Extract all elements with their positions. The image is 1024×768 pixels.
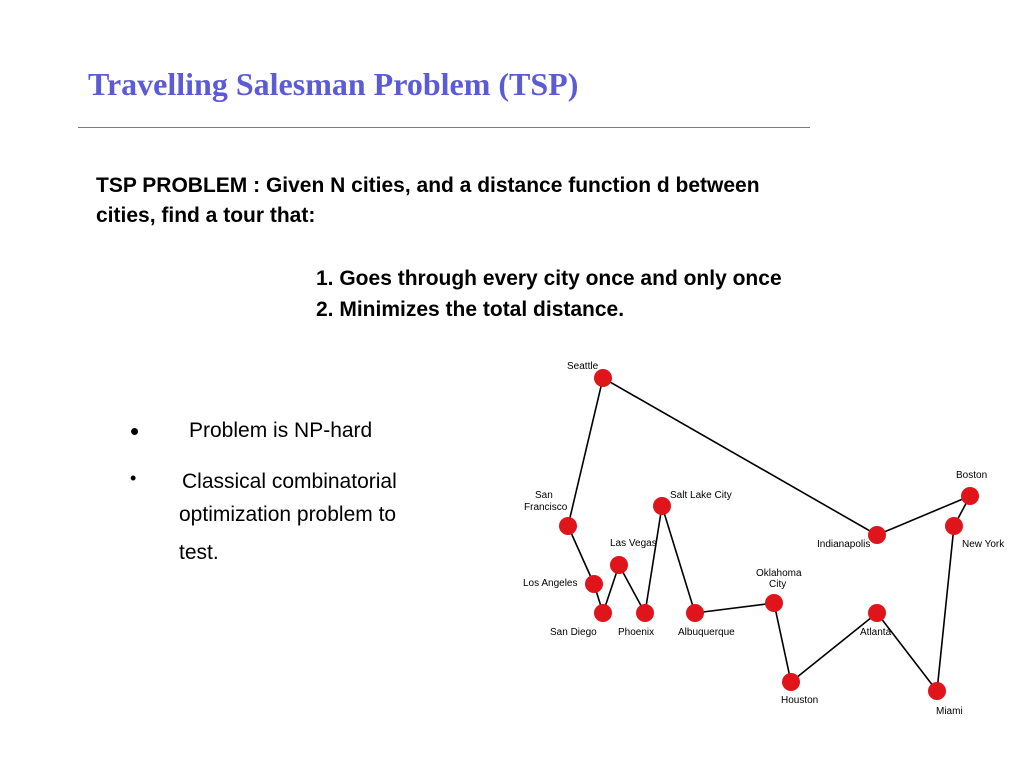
city-node-indianapolis bbox=[868, 526, 886, 544]
edge-sanfrancisco-losangeles bbox=[568, 526, 594, 584]
city-label-phoenix: Phoenix bbox=[618, 627, 655, 638]
city-label-salt-lake-city: Salt Lake City bbox=[670, 490, 732, 501]
edge-phoenix-saltlake bbox=[645, 506, 662, 613]
edge-miami-newyork bbox=[937, 526, 954, 691]
problem-line-1: TSP PROBLEM : Given N cities, and a distance function d between bbox=[96, 174, 760, 197]
bullet-dot: • bbox=[130, 468, 137, 488]
bullet-combinatorial-line-1: Classical combinatorial bbox=[182, 470, 397, 493]
city-label-atlanta: Atlanta bbox=[860, 627, 892, 638]
slide-title: Travelling Salesman Problem (TSP) bbox=[88, 66, 579, 102]
city-node-boston bbox=[961, 487, 979, 505]
city-node-houston bbox=[782, 673, 800, 691]
edge-atlanta-miami bbox=[877, 613, 937, 691]
problem-line-2: cities, find a tour that: bbox=[96, 204, 316, 227]
criterion-1: 1. Goes through every city once and only once bbox=[316, 267, 782, 290]
bullet-dot: • bbox=[130, 416, 140, 446]
edge-oklahoma-houston bbox=[774, 603, 791, 682]
city-label-san-francisco: Francisco bbox=[524, 502, 568, 513]
city-label-albuquerque: Albuquerque bbox=[678, 627, 735, 638]
bullet-np-hard: Problem is NP-hard bbox=[189, 419, 373, 442]
city-node-albuquerque bbox=[686, 604, 704, 622]
city-label-boston: Boston bbox=[956, 470, 988, 481]
city-label-san-diego: San Diego bbox=[550, 627, 597, 638]
city-node-phoenix bbox=[636, 604, 654, 622]
edge-seattle-sanfrancisco bbox=[568, 378, 603, 526]
edge-saltlake-albuquerque bbox=[662, 506, 695, 613]
city-node-los-angeles bbox=[585, 575, 603, 593]
city-labels bbox=[523, 361, 1005, 717]
city-label-san-francisco: San bbox=[535, 490, 553, 501]
city-node-atlanta bbox=[868, 604, 886, 622]
edge-indianapolis-seattle bbox=[603, 378, 877, 535]
city-nodes bbox=[559, 369, 979, 700]
city-label-seattle: Seattle bbox=[567, 361, 599, 372]
city-node-san-diego bbox=[594, 604, 612, 622]
city-node-miami bbox=[928, 682, 946, 700]
bullet-combinatorial-line-3: test. bbox=[179, 541, 219, 564]
city-label-new-york: New York bbox=[962, 539, 1005, 550]
city-label-oklahoma-city: Oklahoma bbox=[756, 568, 802, 579]
edge-albuquerque-oklahoma bbox=[695, 603, 774, 613]
city-label-los-angeles: Los Angeles bbox=[523, 578, 578, 589]
city-label-las-vegas: Las Vegas bbox=[610, 538, 657, 549]
criterion-2: 2. Minimizes the total distance. bbox=[316, 298, 625, 321]
city-node-san-francisco bbox=[559, 517, 577, 535]
city-node-las-vegas bbox=[610, 556, 628, 574]
city-label-oklahoma-city: City bbox=[769, 579, 787, 590]
city-label-houston: Houston bbox=[781, 695, 819, 706]
city-node-new-york bbox=[945, 517, 963, 535]
bullet-combinatorial-line-2: optimization problem to bbox=[179, 503, 397, 526]
tour-edges bbox=[568, 378, 970, 691]
city-label-miami: Miami bbox=[936, 706, 963, 717]
city-node-salt-lake-city bbox=[653, 497, 671, 515]
edge-houston-atlanta bbox=[791, 613, 877, 682]
city-node-oklahoma-city bbox=[765, 594, 783, 612]
city-label-indianapolis: Indianapolis bbox=[817, 539, 871, 550]
